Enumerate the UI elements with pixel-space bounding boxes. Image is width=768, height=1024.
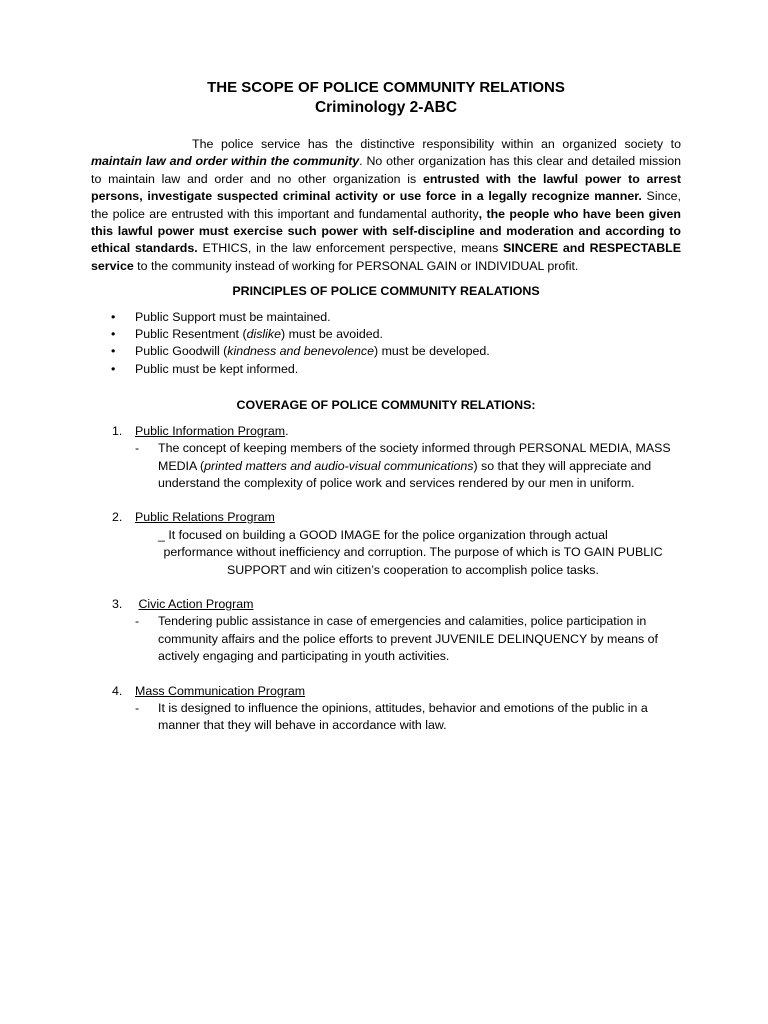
bullet-icon: •	[111, 327, 116, 342]
program-description: performance without inefficiency and corruption. The purpose of which is TO GAIN PUBLIC SUPPORT and win citizen’s cooperation to accomplish police tasks.	[163, 545, 663, 577]
title-punct: .	[285, 423, 289, 438]
coverage-item	[91, 683, 681, 735]
dash-icon: -	[135, 441, 140, 456]
list-item-text: ) must be developed.	[374, 344, 490, 359]
coverage-item-heading	[91, 683, 681, 700]
document-title: THE SCOPE OF POLICE COMMUNITY RELATIONS	[207, 79, 565, 96]
list-item-text: ) must be avoided.	[281, 327, 383, 342]
coverage-list	[91, 423, 681, 735]
coverage-item-heading	[91, 423, 681, 440]
list-item	[91, 326, 681, 343]
list-item-text: Public Resentment (	[135, 327, 247, 342]
list-item-text: Public Support must be maintained.	[135, 309, 331, 324]
program-title: Civic Action Program	[138, 596, 254, 611]
item-number: 1.	[112, 423, 123, 438]
list-item	[91, 309, 681, 326]
program-description	[91, 700, 681, 735]
list-item	[91, 343, 681, 360]
description-text: ) so that they will appreciate and understand the complexity of police work and services rendered by our men in uniform.	[158, 458, 652, 490]
dash-icon: -	[135, 700, 140, 715]
intro-text: The police service has the distinctive responsibility within an organized society to	[192, 137, 681, 151]
bullet-icon: •	[111, 309, 116, 324]
intro-bold: , the people who have been given this lawful power must exercise such power with self-discipline and moderation and according to ethical standards.	[91, 206, 681, 256]
bullet-icon: •	[111, 344, 116, 359]
program-description	[91, 440, 681, 492]
description-text: The concept of keeping members of the society informed through PERSONAL MEDIA, MASS MEDIA (	[158, 441, 671, 473]
coverage-item	[91, 596, 681, 666]
intro-bold: entrusted with the lawful power to arrest persons, investigate suspected criminal activity or use force in a legally recognize manner.	[91, 171, 681, 204]
list-item-italic: kindness and benevolence	[227, 344, 375, 359]
program-title: Mass Communication Program	[135, 683, 306, 698]
description-text: It is designed to influence the opinions, attitudes, behavior and emotions of the public in a manner that they will behave in accordance with law.	[158, 700, 648, 733]
description-italic: printed matters and audio-visual communications	[204, 458, 474, 473]
program-description	[91, 613, 681, 665]
item-number: 4.	[112, 683, 123, 698]
program-title: Public Information Program	[135, 423, 286, 438]
list-item-text: Public Goodwill (	[135, 344, 228, 359]
intro-bold: SINCERE and RESPECTABLE service	[91, 241, 682, 273]
document-page	[91, 78, 681, 752]
list-item	[91, 361, 681, 378]
list-item-text: Public must be kept informed.	[135, 361, 299, 376]
principles-heading: PRINCIPLES OF POLICE COMMUNITY REALATIONS	[232, 284, 540, 299]
principles-list	[91, 309, 681, 379]
document-subtitle: Criminology 2-ABC	[314, 99, 458, 116]
intro-text: to the community instead of working for PERSONAL GAIN or INDIVIDUAL profit.	[133, 258, 579, 273]
intro-text: Since, the police are entrusted with this important and fundamental authority	[91, 189, 681, 221]
intro-paragraph	[91, 136, 681, 275]
coverage-item-heading	[91, 596, 681, 613]
coverage-item-heading	[91, 509, 681, 526]
program-title: Public Relations Program	[135, 510, 275, 525]
dash-icon: -	[135, 614, 140, 629]
coverage-item	[91, 509, 681, 579]
intro-text: ETHICS, in the law enforcement perspective, means	[197, 241, 504, 256]
program-description: _ It focused on building a GOOD IMAGE for the police organization through actual	[158, 527, 608, 542]
intro-emphasis: maintain law and order within the community	[91, 154, 360, 169]
description-text: Tendering public assistance in case of emergencies and calamities, police participation in community affairs and the police efforts to prevent JUVENILE DELINQUENCY by means of actively engaging and participating in youth activities.	[158, 614, 658, 664]
coverage-heading: COVERAGE OF POLICE COMMUNITY RELATIONS:	[236, 398, 536, 413]
item-number: 2.	[112, 510, 123, 525]
coverage-item	[91, 423, 681, 493]
item-number: 3.	[112, 596, 123, 611]
list-item-italic: dislike	[246, 327, 282, 342]
bullet-icon: •	[111, 361, 116, 376]
intro-text: . No other organization has this clear and detailed mission to maintain law and order and no other organization is	[91, 154, 681, 186]
